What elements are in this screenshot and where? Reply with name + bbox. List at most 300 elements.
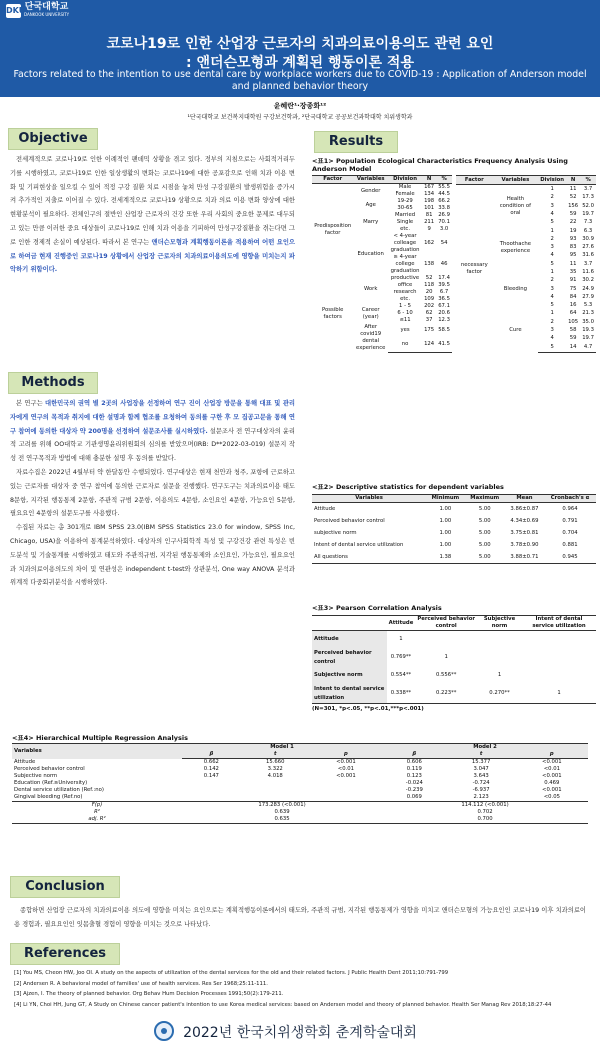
table3-header bbox=[312, 616, 387, 631]
references-heading: References bbox=[10, 943, 120, 965]
table1-cell: 95 bbox=[569, 252, 577, 259]
table1-cell: 52.0 bbox=[582, 202, 594, 209]
table1-cell: 35.0 bbox=[582, 318, 594, 325]
table1-variable: Thoothache experience bbox=[499, 240, 532, 254]
table4-cell bbox=[310, 794, 382, 802]
methods-body bbox=[10, 397, 295, 727]
table4-cell: 0.469 bbox=[544, 780, 560, 786]
table4-cell: 15.660 bbox=[265, 759, 285, 765]
table4-subheader: β bbox=[182, 751, 241, 759]
table3-cell: 0.223** bbox=[415, 685, 477, 704]
methods-p1-pre: 본 연구는 bbox=[16, 400, 45, 407]
table4-subheader: β bbox=[382, 751, 447, 759]
table4-model1-header: Model 1 bbox=[182, 744, 382, 752]
table4-stat-row bbox=[12, 816, 588, 824]
table2-cell: 3.86±0.87 bbox=[510, 506, 539, 512]
table-row bbox=[312, 631, 596, 649]
table4-stat-value: 0.702 bbox=[477, 809, 493, 815]
table3-cell: 0.554** bbox=[390, 672, 412, 678]
university-logo bbox=[6, 3, 69, 19]
table3-cell bbox=[522, 649, 596, 667]
table1-cell: 202 bbox=[424, 303, 435, 309]
table4-stat-value: 0.639 bbox=[274, 809, 290, 815]
table2-cell: 5.00 bbox=[478, 542, 491, 548]
table1-cell: 16 bbox=[569, 302, 577, 309]
table1-header-row bbox=[312, 176, 452, 184]
table1-cell: research bbox=[393, 289, 417, 295]
table3-cell: 1 bbox=[399, 636, 403, 643]
table1-cell: 19.3 bbox=[582, 326, 594, 333]
table3-cell: 1 bbox=[444, 654, 448, 660]
table1-header-row bbox=[456, 176, 596, 185]
table1-cell: 62 bbox=[425, 310, 433, 316]
table1-cell: 27.6 bbox=[582, 244, 594, 251]
table1-cell: 4 bbox=[550, 293, 554, 300]
table1-cell: 30-65 bbox=[397, 205, 413, 211]
table1-cell: 33.8 bbox=[438, 205, 450, 211]
table1-cell: 6.3 bbox=[583, 227, 593, 234]
table1-cell: 93 bbox=[569, 235, 577, 242]
table4-cell bbox=[241, 780, 310, 787]
table1-cell: 83 bbox=[569, 244, 577, 251]
table1-cell: 3.7 bbox=[583, 186, 593, 193]
table1-cell: 46 bbox=[440, 261, 448, 267]
title-english: Factors related to the intention to use dental care by workplace workers due to COVID-19 : Application of Anderson model and planned behavior theory bbox=[13, 69, 587, 92]
table2-cell: 0.704 bbox=[562, 530, 578, 536]
table1-cell: 211 bbox=[424, 219, 435, 225]
table-row bbox=[12, 794, 588, 802]
table1-cell: ≤11 bbox=[399, 317, 411, 323]
table1-cell: Single bbox=[396, 219, 414, 225]
objective-body bbox=[10, 153, 295, 368]
table1-cell: 55.5 bbox=[438, 184, 450, 190]
logo-subtext: DANKOOK UNIVERSITY bbox=[24, 12, 70, 17]
table2-cell: 5.00 bbox=[478, 530, 491, 536]
reference-item: [1] You MS, Cheon HW, Joo OI. A study on the aspects of utilization of the dental services for the old and their related factors. J Public Health Dent 2011;10:791-799 bbox=[14, 970, 449, 976]
table4-cell: Attitude bbox=[14, 758, 36, 765]
table1-caption: <표1> Population Ecological Characteristics Frequency Analysis Using Anderson Model bbox=[312, 157, 568, 173]
table4-cell: 0.147 bbox=[203, 773, 219, 779]
table1-cell: 35 bbox=[569, 269, 577, 276]
table2-block bbox=[312, 483, 596, 564]
table1-cell: 2 bbox=[550, 194, 554, 201]
table1-cell: 162 bbox=[424, 240, 435, 246]
table2-cell: 3.88±0.71 bbox=[505, 551, 544, 564]
table2-cell: 5.00 bbox=[478, 518, 491, 524]
table1-cell: 52 bbox=[425, 275, 433, 281]
table4-subheader: t bbox=[447, 751, 516, 759]
table4-cell bbox=[310, 780, 382, 787]
table4-cell bbox=[241, 787, 310, 794]
table4-cell bbox=[182, 780, 241, 787]
table1-cell: 31.6 bbox=[582, 252, 594, 259]
table1-header: Factor bbox=[456, 176, 493, 185]
table1-cell: etc. bbox=[400, 296, 411, 302]
objective-heading: Objective bbox=[8, 128, 98, 150]
logo-mark: DKU bbox=[6, 4, 21, 18]
table-row bbox=[312, 527, 596, 539]
table1-cell: 12.3 bbox=[438, 317, 450, 323]
table1-cell: 2 bbox=[550, 277, 554, 284]
table-row bbox=[12, 773, 588, 780]
affiliations: ¹단국대학교 보건복지대학원 구강보건학과, ²단국대학교 공공보건과학대학 치위생학과 bbox=[187, 114, 413, 121]
table4-cell: 2.123 bbox=[473, 794, 489, 800]
table-row bbox=[12, 787, 588, 794]
table4-cell: 0.123 bbox=[406, 773, 422, 779]
table4 bbox=[12, 743, 588, 824]
table2-header: Cronbach's α bbox=[544, 495, 596, 503]
table1-variable: Gender bbox=[360, 187, 381, 194]
table1-cell: 54 bbox=[440, 240, 448, 246]
table1-cell: 27.9 bbox=[582, 293, 594, 300]
table1-right bbox=[456, 175, 596, 353]
table4-cell: Gingival bleeding (Ref.no) bbox=[14, 794, 83, 800]
table1-cell: 105 bbox=[568, 318, 579, 325]
table4-cell: -0.724 bbox=[472, 780, 490, 786]
table1-cell: 22 bbox=[569, 219, 577, 226]
table1-cell: 17.3 bbox=[582, 194, 594, 201]
table1-variable: Career (year) bbox=[361, 306, 380, 320]
table2-cell: 5.00 bbox=[478, 506, 491, 512]
table1-cell: 20 bbox=[425, 289, 433, 295]
table1-cell: 1 bbox=[550, 227, 554, 234]
table1-cell: 7.3 bbox=[583, 219, 593, 226]
table1-cell: 58.5 bbox=[438, 327, 450, 334]
reference-item: [3] Ajzen, I. The theory of planned behavior. Org Behav Hum Decision Processes 1991;50(2):179-211. bbox=[14, 991, 284, 997]
table1-cell: 138 bbox=[424, 261, 435, 267]
table2-cell: 1.00 bbox=[439, 506, 452, 512]
table4-stat-value: 0.700 bbox=[382, 816, 588, 824]
table4-block bbox=[12, 734, 588, 824]
authors: 윤혜란¹·장종화¹² bbox=[273, 102, 327, 110]
table1-cell: 3 bbox=[550, 326, 554, 333]
table4-cell: <0.01 bbox=[543, 766, 560, 772]
table1-variable: Marry bbox=[363, 219, 379, 225]
table3-cell: 0.270** bbox=[477, 685, 522, 704]
table2-cell: 0.881 bbox=[562, 542, 578, 548]
table3-cell: 0.338** bbox=[387, 685, 416, 704]
table1-cell: 39.5 bbox=[438, 282, 450, 288]
table3-header: Attitude bbox=[387, 616, 416, 631]
logo-text: 단국대학교 bbox=[24, 2, 69, 12]
table1-cell: 11 bbox=[569, 186, 577, 193]
table1-cell: 156 bbox=[568, 202, 579, 209]
table1-header: Division bbox=[388, 176, 422, 184]
table1-cell: 58 bbox=[569, 326, 577, 333]
table2-cell: Attitude bbox=[314, 506, 336, 512]
table4-cell bbox=[182, 787, 241, 794]
table1-cell: 14 bbox=[566, 343, 580, 352]
table2-cell: 3.78±0.90 bbox=[510, 542, 539, 548]
table1-cell: 1 - 5 bbox=[399, 303, 412, 309]
table4-stat-label: adj. R² bbox=[12, 816, 182, 824]
table1-cell: 36.5 bbox=[438, 296, 450, 302]
table1-cell: Male bbox=[398, 184, 412, 190]
methods-p1-highlight: 대한민국의 권역 별 2곳의 사업장을 선정하여 연구 진이 산업장 방문을 통해 대표 및 관리자에게 연구의 목적과 취지에 대한 설명과 함께 협조를 요청하여 동의를 구한 후 모 집공고문을 통해 연구 참여에 동의한 대상자 약 200명을 선정하여 설문조사를 실시하였다. bbox=[10, 400, 295, 435]
table1-cell: 24.9 bbox=[582, 285, 594, 292]
table4-cell: <0.001 bbox=[542, 787, 562, 793]
table1-cell: etc. bbox=[400, 226, 411, 232]
table-row bbox=[312, 184, 452, 192]
conclusion-heading: Conclusion bbox=[10, 876, 120, 898]
table1-cell: no bbox=[388, 338, 422, 352]
table2-cell: 3.75±0.81 bbox=[510, 530, 539, 536]
title-korean-line1: 코로나19로 인한 산업장 근로자의 치과의료이용의도 관련 요인 bbox=[106, 36, 494, 52]
table1-variable: Education bbox=[357, 250, 384, 257]
table1-cell: 17.4 bbox=[438, 275, 450, 281]
table2-cell: subjective norm bbox=[314, 530, 357, 536]
table3-cell bbox=[522, 667, 596, 685]
table2-cell: 1.38 bbox=[426, 551, 465, 564]
table4-cell bbox=[182, 794, 241, 802]
table4-stat-label: F(p) bbox=[12, 802, 182, 810]
table1-cell: 175 bbox=[424, 327, 435, 334]
table-row bbox=[312, 503, 596, 516]
table1-cell: yes bbox=[400, 327, 410, 334]
methods-heading: Methods bbox=[8, 372, 98, 394]
table-row bbox=[312, 539, 596, 551]
methods-p2: 자료수집은 2022년 4월부터 약 한달동안 수행되었다. 연구대상은 현재 천안과 청주, 포항에 근로하고 있는 근로자를 대상자 중 연구 참여에 동의한 근로자로 설문을 진행했다. 연구도구는 치과의료이용 태도 8문항, 지각된 행동통제 2문항, 주관적 규범 2문항, 이용의도 4문항, 소인요인 4문항, 가능요인 5문항, 필요요인 4문항의 설문도구를 사용했다. bbox=[10, 468, 295, 518]
table4-cell: -0.024 bbox=[405, 780, 423, 786]
methods-p1-post: 설문조사 전 연구대상자의 윤리적 고려를 위해 OO대학교 기관생명윤리위원회의 심의를 받았으며(IRB: D**2022-03-019) 설문지 작성 전 연구목적과 방법에 대해 충분한 설명 후 동의를 받았다. bbox=[10, 427, 295, 463]
table3-cell bbox=[477, 649, 522, 667]
table-row bbox=[12, 759, 588, 767]
table-row bbox=[12, 766, 588, 773]
table4-cell: 0.662 bbox=[203, 759, 219, 765]
references-list bbox=[14, 968, 594, 1010]
table1-cell: 124 bbox=[422, 338, 436, 352]
table4-cell: 3.643 bbox=[473, 773, 489, 779]
table1-header: Factor bbox=[312, 176, 353, 184]
table4-cell: 3.047 bbox=[473, 766, 489, 772]
table4-cell: -0.239 bbox=[405, 787, 423, 793]
table3-cell: Subjective norm bbox=[312, 667, 387, 685]
table-row bbox=[312, 685, 596, 704]
table2-header: Variables bbox=[312, 495, 426, 503]
table4-cell: Education (Ref.≥University) bbox=[14, 780, 88, 786]
table4-cell: <0.001 bbox=[336, 759, 356, 765]
table1-cell: productive bbox=[390, 275, 420, 281]
table4-cell: 4.018 bbox=[267, 773, 283, 779]
table4-cell: <0.001 bbox=[542, 759, 562, 765]
table1-cell: ≥ 4-year college graduation bbox=[390, 254, 420, 274]
table1-header: Division bbox=[538, 176, 566, 185]
table2-cell: Intent of dental service utilization bbox=[314, 542, 404, 548]
table4-cell: Subjective norm bbox=[14, 773, 58, 779]
table1-variable: Age bbox=[365, 201, 376, 208]
table1-cell: 9 bbox=[427, 226, 431, 232]
table3-header: Subjective norm bbox=[477, 616, 522, 631]
table1-cell: 101 bbox=[424, 205, 435, 211]
table4-cell: 0.142 bbox=[203, 766, 219, 772]
table1-cell: 75 bbox=[569, 285, 577, 292]
table1-cell: 5 bbox=[538, 343, 566, 352]
table-row bbox=[312, 275, 452, 282]
table1-cell: 5 bbox=[550, 219, 554, 226]
table-row bbox=[456, 185, 596, 194]
table1-factor: Predisposition factor bbox=[314, 222, 352, 236]
table1-cell: 198 bbox=[424, 198, 435, 204]
table3-cell: Attitude bbox=[312, 631, 387, 649]
table1-cell: 44.5 bbox=[438, 191, 450, 197]
table1-left bbox=[312, 175, 452, 353]
table3-cell: Intent to dental service utilization bbox=[312, 685, 387, 704]
table1-cell: 4 bbox=[550, 335, 554, 342]
table2-header: Maximum bbox=[465, 495, 505, 503]
table2-header: Minimum bbox=[426, 495, 465, 503]
conclusion-body: 종합하면 산업장 근로자의 치과의료이용 의도에 영향을 미치는 요인으로는 계획적행동이론에서의 태도와, 주관적 규범, 지각된 행동통제가 영향을 미치고 앤더슨모형의 가능요인인 코로나19 이후 치과의료이용 경험과, 필요요인인 잇몸출혈 경험이 영향을 미치는 것으로 나타났다. bbox=[14, 904, 586, 944]
table1-cell: 4.7 bbox=[580, 343, 596, 352]
objective-text: 전세계적으로 코로나19로 인한 이례적인 팬데믹 상황을 겪고 있다. 정부의 지침으로는 사회적거리두기를 시행하였고, 코로나19로 인한 일상생활의 변화는 코로나19에 대한 공포감으로 인해 치과 이용 변화 및 기피현상을 일으킬 수 있어 적정 구강 질환 치료 시점을 놓쳐 만성 구강질환의 발생위험을 증가시켜 추가적인 지출로 이어질 수 있다. 전세계적으로 코로나19 상황으로 치과 의료 이용 변화 양상에 대한 현황분석이 필요하다. 전체인구의 절반인 산업장 근로자의 건강 또한 우리 사회의 중요한 문제로 대두되고 있는 만큼 이러한 중요 대상들이 코로나19로 인해 치과 이용을 기피하여 만성구강질환을 겪는다면 그로 인한 경제적 손실이 예상된다. 따라서 본 연구는 bbox=[10, 156, 295, 246]
table4-subheader: t bbox=[241, 751, 310, 759]
footer-conference: 2022년 한국치위생학회 춘계학술대회 bbox=[183, 1025, 417, 1041]
table4-header: Variables bbox=[12, 744, 182, 759]
table1-cell: 59 bbox=[569, 211, 577, 218]
table-row bbox=[312, 667, 596, 685]
table1-cell: 2 bbox=[550, 235, 554, 242]
table3-cell: 1 bbox=[497, 672, 502, 678]
table3-note: (N=301, *p<.05, **p<.01,***p<.001) bbox=[312, 705, 424, 712]
table4-stat-row bbox=[12, 802, 588, 810]
table1-factor: Possible factors bbox=[322, 306, 344, 320]
table2-cell: 0.945 bbox=[544, 551, 596, 564]
table1-header: Variables bbox=[493, 176, 539, 185]
table1-cell: 3 bbox=[550, 244, 554, 251]
table4-cell: 0.606 bbox=[406, 759, 422, 765]
table4-cell: -6.937 bbox=[472, 787, 490, 793]
table1-cell: 67.1 bbox=[438, 303, 450, 309]
table1-cell: 5 bbox=[550, 260, 554, 267]
table1-factor: necessary factor bbox=[460, 261, 488, 275]
table3-caption: <표3> Pearson Correlation Analysis bbox=[312, 604, 442, 612]
results-heading: Results bbox=[314, 131, 398, 153]
table4-cell: <0.05 bbox=[543, 794, 560, 800]
table1-cell: 6.7 bbox=[439, 289, 449, 295]
table4-cell: <0.001 bbox=[542, 773, 562, 779]
table4-cell: 0.069 bbox=[406, 794, 422, 800]
table4-stat-value: 173.283 (<0.001) bbox=[182, 802, 382, 810]
table1-variable: Cure bbox=[509, 327, 522, 334]
table1-cell: Female bbox=[395, 191, 415, 197]
table1-header: Variables bbox=[353, 176, 388, 184]
table1-cell: 26.9 bbox=[438, 212, 450, 218]
table1-cell: 64 bbox=[569, 310, 577, 317]
table2 bbox=[312, 494, 596, 564]
table1-cell: 3.7 bbox=[583, 260, 593, 267]
table2-cell: 1.00 bbox=[439, 518, 452, 524]
table1-variable: After covid19 dental experience bbox=[356, 324, 386, 351]
table1-cell: 66.2 bbox=[438, 198, 450, 204]
table1-cell: 167 bbox=[424, 184, 435, 190]
table3-cell: 0.769** bbox=[390, 654, 412, 660]
table4-model2-header: Model 2 bbox=[382, 744, 588, 752]
table4-cell bbox=[241, 794, 310, 802]
table1-cell: 1 bbox=[550, 186, 554, 193]
table-row bbox=[312, 515, 596, 527]
table3-cell: 0.556** bbox=[435, 672, 457, 678]
table-row bbox=[312, 551, 596, 564]
methods-p3: 수집된 자료는 총 301개로 IBM SPSS 23.0(IBM SPSS Statistics 23.0 for window, SPSS Inc, Chicago, USA)을 이용하여 통계분석하였다. 대상자의 인구사회학적 특성 및 구강건강 관련 특성은 빈도분석 및 기술통계를 시행하였고 태도와 주관적규범, 지각된 행동통제와 소인요인, 가능요인, 필요요인과 치과의료이용의도의 차이 및 연관성은 independent t-test와 상관분석, One way ANOVA 분석과 위계적 다중회귀분석을 시행하였다. bbox=[10, 524, 295, 587]
table2-cell: 1.00 bbox=[439, 542, 452, 548]
table2-cell: 1.00 bbox=[439, 530, 452, 536]
table1-cell: 52 bbox=[569, 194, 577, 201]
table1-cell: 109 bbox=[424, 296, 435, 302]
table4-cell: <0.001 bbox=[336, 773, 356, 779]
table1-cell: 84 bbox=[569, 293, 577, 300]
table1-cell: 6 - 10 bbox=[397, 310, 413, 316]
table3-block bbox=[312, 604, 596, 713]
table1-header: % bbox=[436, 176, 452, 184]
table4-cell: 0.119 bbox=[406, 766, 422, 772]
table4-stat-row bbox=[12, 809, 588, 816]
table1-cell: 3 bbox=[550, 285, 554, 292]
table1-cell: 5 bbox=[550, 302, 554, 309]
objective-highlight: 앤더슨모형과 계획행동이론을 적용하여 어떤 요인으로 하여금 현재 진행중인 코로나19 상황에서 산업장 근로자의 치과의료이용의도에 영향을 미치는지 파악하기 위함이다. bbox=[10, 238, 296, 274]
table2-caption: <표2> Descriptive statistics for dependent variables bbox=[312, 483, 504, 491]
table1-block bbox=[312, 157, 596, 353]
table1-cell: 5.3 bbox=[583, 302, 593, 309]
table-row bbox=[12, 780, 588, 787]
table1-cell: 19 bbox=[569, 227, 577, 234]
table2-cell: 5.00 bbox=[465, 551, 505, 564]
table2-header: Mean bbox=[505, 495, 544, 503]
table1-cell: 30.9 bbox=[582, 235, 594, 242]
title-korean-line2: : 앤더슨모형과 계획된 행동이론 적용 bbox=[186, 55, 414, 71]
table3-cell: Perceived behavior control bbox=[312, 649, 387, 667]
table1-cell: 2 bbox=[550, 318, 554, 325]
reference-item: [4] Li YN, Choi HH, Jung GT, A Study on Chinese cancer patient's intention to use Korea medical services: based on Andersen model and theory of planned behavior. Health Ser Manag Rev 2018;18:27-44 bbox=[14, 1001, 552, 1008]
table4-subheader: p bbox=[516, 751, 588, 759]
table3-cell bbox=[522, 631, 596, 649]
table1-cell: 37 bbox=[425, 317, 433, 323]
table1-cell: office bbox=[397, 282, 413, 288]
table1-cell: 91 bbox=[569, 277, 577, 284]
table1-cell: 4 bbox=[550, 252, 554, 259]
table1-cell: 19-29 bbox=[397, 198, 413, 204]
table1-variable: Bleeding bbox=[503, 285, 527, 292]
table1-header: % bbox=[580, 176, 596, 185]
table2-cell: 0.791 bbox=[562, 518, 578, 524]
table2-cell: All questions bbox=[312, 551, 426, 564]
table1-cell: 41.5 bbox=[436, 338, 452, 352]
table1-cell: 30.2 bbox=[582, 277, 594, 284]
table3 bbox=[312, 615, 596, 704]
table4-subheader: p bbox=[310, 751, 382, 759]
table4-cell: <0.01 bbox=[337, 766, 355, 772]
table3-cell bbox=[477, 631, 522, 649]
table3-cell bbox=[415, 631, 477, 649]
table1-variable: Health condition of oral bbox=[499, 195, 532, 216]
table1-header: N bbox=[422, 176, 436, 184]
poster-header bbox=[0, 0, 600, 97]
table1-cell: 21.3 bbox=[582, 310, 594, 317]
table4-cell: 15.377 bbox=[471, 759, 491, 765]
table1-cell: 134 bbox=[424, 191, 435, 197]
table1-cell: 81 bbox=[425, 212, 433, 218]
table3-header: Intent of dental service utilization bbox=[522, 616, 596, 631]
table2-cell: Perceived behavior control bbox=[314, 518, 385, 524]
table4-cell bbox=[310, 787, 382, 794]
table4-stat-value: 0.635 bbox=[182, 816, 382, 824]
table1-cell: 59 bbox=[569, 335, 577, 342]
table1-cell: 3 bbox=[550, 202, 554, 209]
table4-caption: <표4> Hierarchical Multiple Regression Analysis bbox=[12, 734, 188, 742]
table1-cell: 3.0 bbox=[439, 226, 449, 232]
table1-header: N bbox=[566, 176, 580, 185]
table1-cell: 1 bbox=[550, 310, 554, 317]
table4-stat-label: R² bbox=[94, 809, 100, 815]
table1-cell: 70.1 bbox=[438, 219, 450, 225]
